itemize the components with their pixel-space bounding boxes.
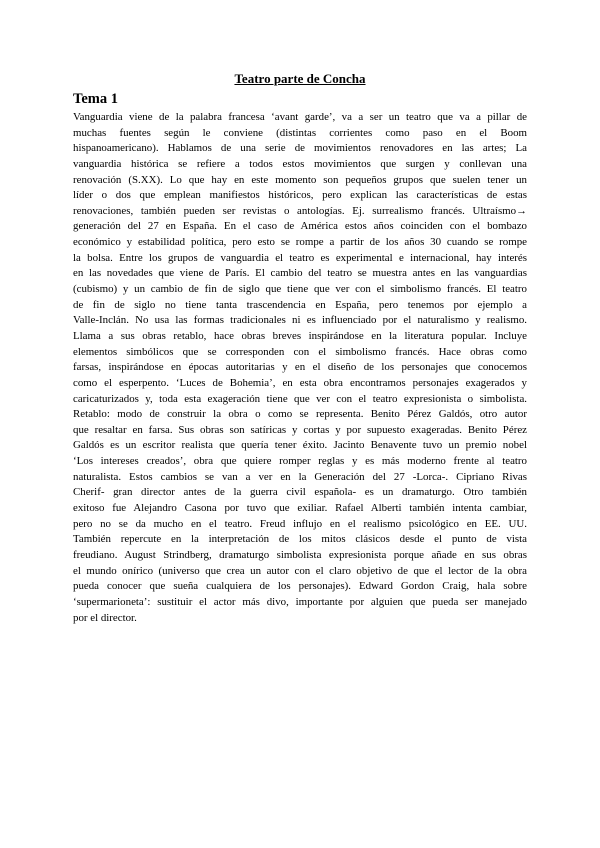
text-line: caricaturizados y, toda esta exageración tiene que ver con el teatro expresionista o simbolista. xyxy=(73,392,527,405)
text-line: naturalista. Estos cambios se van a ver en la Generación del 27 -Lorca-. Cipriano Rivas xyxy=(73,470,527,483)
text-line: Galdós es un escritor realista que quería tener éxito. Jacinto Benavente tuvo un premio nobel xyxy=(73,439,527,452)
text-line: en las novedades que viene de París. El cambio del teatro se muestra antes en las vanguardias xyxy=(73,267,527,280)
text-line: farsas, inspirándose en épocas autoritarias y en el diseño de los personajes que conocemos xyxy=(73,361,527,374)
text-line: Retablo: modo de construir la obra o como se representa. Benito Pérez Galdós, otro autor xyxy=(73,408,527,421)
text-line: generación del 27 en España. En el caso de América estos años coinciden con el bombazo xyxy=(73,220,527,233)
text-line: de fin de siglo no tiene tanta trascendencia en España, pero tenemos por ejemplo a xyxy=(73,298,527,311)
text-line: elementos simbólicos que se corresponden con el simbolismo francés. Hace obras como xyxy=(73,345,527,358)
text-line: como el esperpento. ‘Luces de Bohemia’, en esta obra encontramos personajes exagerados y xyxy=(73,376,527,389)
body-paragraph xyxy=(73,110,527,626)
text-line: pero no se da mucho en el teatro. Freud influjo en el realismo psicológico en EE. UU. xyxy=(73,517,527,530)
text-line: Cherif- gran director antes de la guerra civil española- es un dramaturgo. Otro también xyxy=(73,486,527,499)
text-line: renovación (S.XX). Lo que hay en este momento son pequeños grupos que suelen tener un xyxy=(73,173,527,186)
text-line: Vanguardia viene de la palabra francesa ‘avant garde’, va a ser un teatro que va a pillar de xyxy=(73,111,527,123)
text-line: muchas fuentes según le conviene (distintas corrientes como paso en el Boom xyxy=(73,126,527,139)
text-line: exitoso fue Alejandro Casona por tuvo que exiliar. Rafael Alberti también intenta cambiar, xyxy=(73,502,527,515)
text-line: ‘Los intereses creados’, obra que quiere romper reglas y es más moderno frente al teatro xyxy=(73,455,527,468)
text-line: Valle-Inclán. No usa las formas tradicionales ni es influenciado por el naturalismo y realismo. xyxy=(73,314,527,327)
text-line: hispanoamericano). Hablamos de una serie de movimientos renovadores en las artes; La xyxy=(73,142,527,155)
text-line: el mundo onírico (universo que crea un autor con el claro objetivo de que el lector de la obra xyxy=(73,564,527,577)
text-line: renovaciones, también pueden ser revistas o antologías. Ej. surrealismo francés. Ultraísmo→ xyxy=(73,204,527,217)
text-line: Llama a sus obras retablo, hace obras breves inspirándose en la literatura popular. Incluye xyxy=(73,329,527,342)
text-line: ‘supermarioneta’: sustituir el actor más divo, importante por alguien que pueda ser manejado xyxy=(73,595,527,608)
text-line: por el director. xyxy=(73,611,137,624)
document-title: Teatro parte de Concha xyxy=(234,71,366,86)
text-line: líder o dos que emplean manifiestos históricos, pero explican las características de estas xyxy=(73,189,527,202)
section-heading: Tema 1 xyxy=(73,91,118,107)
text-line: freudiano. August Strindberg, dramaturgo simbolista expresionista porque añade en sus obras xyxy=(73,548,527,561)
text-line: vanguardia histórica se refiere a todos estos movimientos que surgen y conllevan una xyxy=(73,157,527,170)
text-line: la bolsa. Entre los grupos de vanguardia el teatro es experimental e internacional, hay interés xyxy=(73,251,527,264)
text-line: pueda conocer que sueña cualquiera de los personajes). Edward Gordon Craig, hala sobre xyxy=(73,580,527,593)
text-line: que resaltar en farsa. Sus obras son satíricas y cortas y por supuesto exageradas. Benito Pérez xyxy=(73,423,527,436)
text-line: (cubismo) y un cambio de fin de siglo que tiene que ver con el simbolismo francés. El teatro xyxy=(73,283,527,296)
text-line: También repercute en la interpretación de los mitos clásicos desde el punto de vista xyxy=(73,533,527,546)
text-line: económico y estabilidad política, pero esto se rompe a partir de los años 30 cuando se rompe xyxy=(73,236,527,249)
